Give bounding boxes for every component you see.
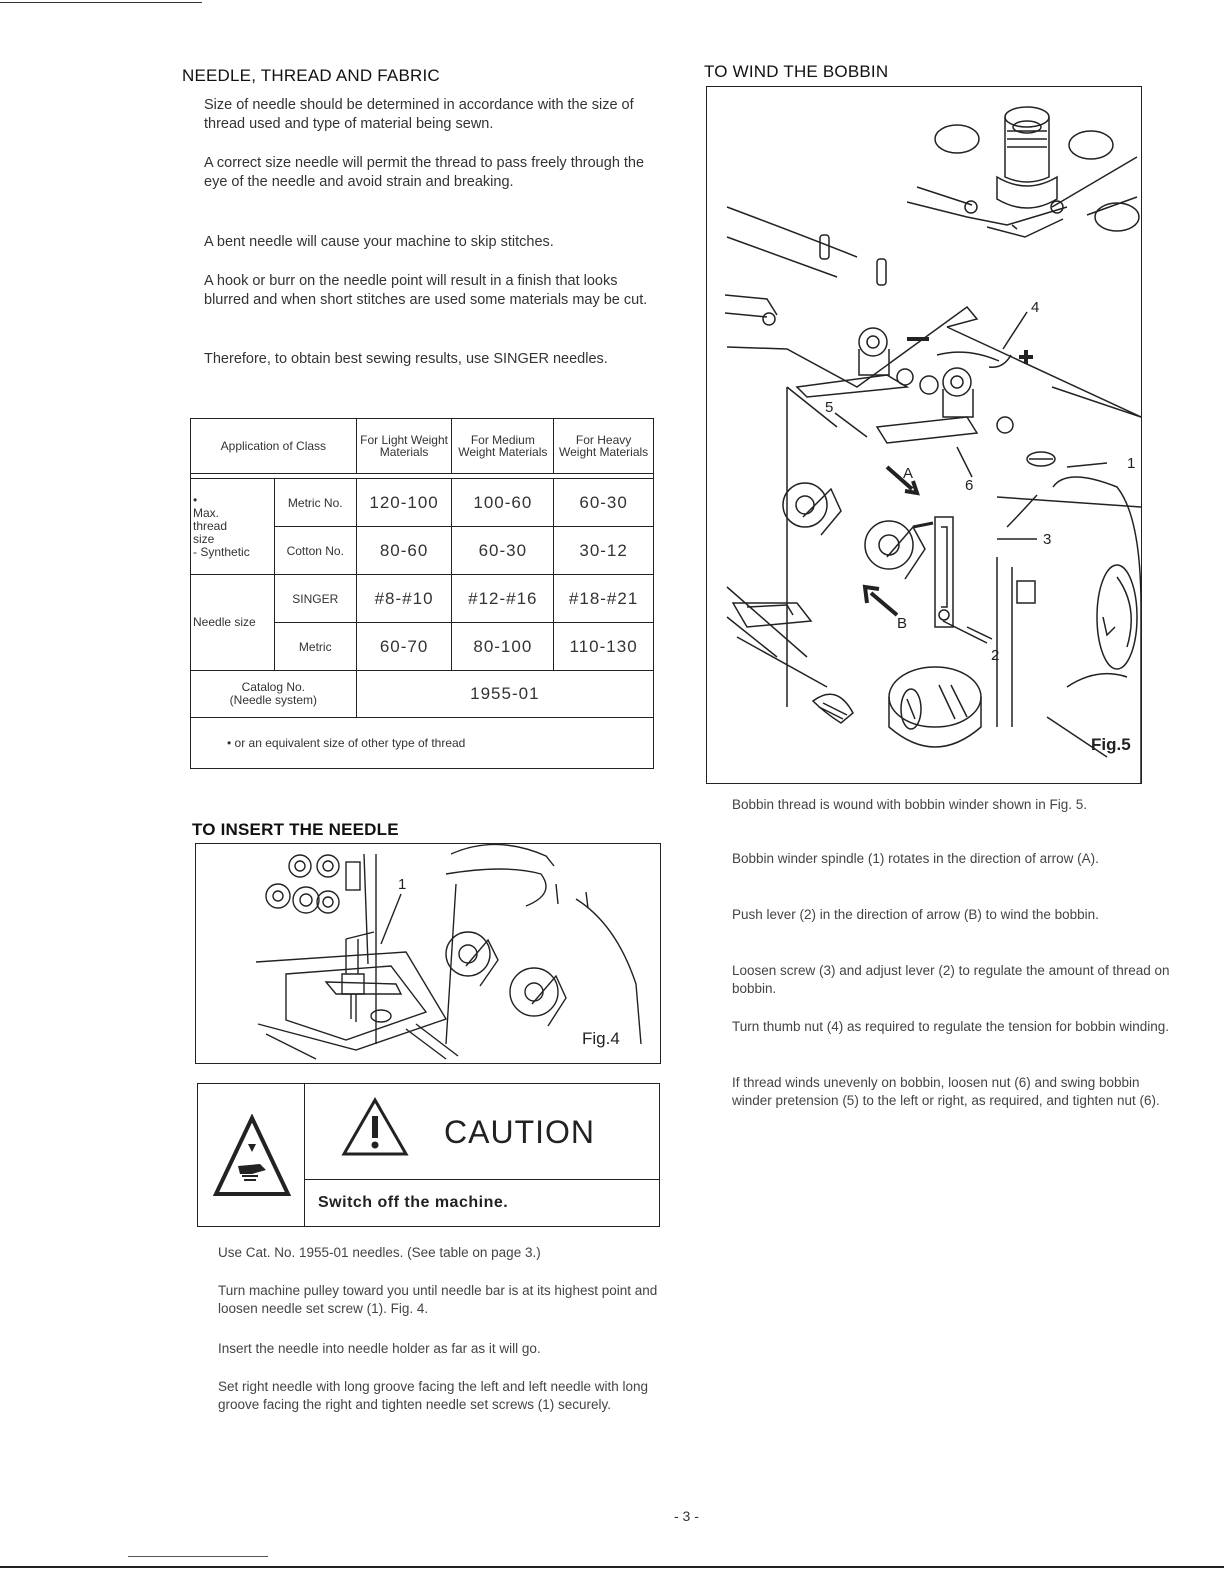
table-cell-cotton-light: 80-60	[356, 527, 452, 575]
table-cell-singer-heavy: #18-#21	[554, 575, 654, 623]
paragraph-needle-size: Size of needle should be determined in accordance with the size of thread used and type of material being sewn.	[204, 97, 634, 132]
fig4-caption: Fig.4	[582, 1029, 620, 1048]
fig5-callout-3: 3	[1043, 531, 1052, 548]
table-group-thread-size: • Max. thread size - Synthetic	[191, 479, 275, 575]
hand-hazard-warning-icon	[212, 1114, 292, 1200]
caution-box	[197, 1083, 660, 1227]
table-footnote: • or an equivalent size of other type of thread	[191, 718, 654, 769]
fig5-callout-6: 6	[965, 477, 974, 494]
table-cell-cotton-medium: 60-30	[452, 527, 554, 575]
table-label-metric-no: Metric No.	[274, 479, 356, 527]
table-label-metric: Metric	[274, 623, 356, 671]
paragraph-singer-needles: Therefore, to obtain best sewing results, use SINGER needles.	[204, 351, 608, 367]
fig5-callout-4: 4	[1031, 299, 1040, 316]
fig5-callout-A: A	[903, 465, 914, 482]
heading-wind-bobbin: TO WIND THE BOBBIN	[704, 62, 889, 81]
figure-5-bobbin-winder-illustration	[706, 86, 1142, 784]
table-cell-nmetric-medium: 80-100	[452, 623, 554, 671]
fig5-callout-5: 5	[825, 399, 834, 416]
table-cell-catalog-value: 1955-01	[356, 671, 653, 718]
caution-divider-vertical	[304, 1084, 305, 1226]
bottom-rule	[0, 1566, 1224, 1568]
table-label-catalog: Catalog No. (Needle system)	[191, 671, 357, 718]
table-cell-metric-heavy: 60-30	[554, 479, 654, 527]
heading-insert-needle: TO INSERT THE NEEDLE	[192, 820, 399, 839]
paragraph-hook-burr: A hook or burr on the needle point will result in a finish that looks blurred and when short stitches are used some materials may be cut.	[204, 273, 648, 308]
table-cell-metric-medium: 100-60	[452, 479, 554, 527]
fig5-callout-1: 1	[1127, 455, 1136, 472]
caution-divider-horizontal	[304, 1179, 659, 1180]
bobbin-paragraph-uneven: If thread winds unevenly on bobbin, loosen nut (6) and swing bobbin winder pretension (5) to the left or right, as required, and tighten nut (6).	[732, 1075, 1160, 1108]
figure-4-needle-illustration	[195, 843, 661, 1064]
bobbin-paragraph-loosen-screw: Loosen screw (3) and adjust lever (2) to regulate the amount of thread on bobbin.	[732, 963, 1170, 996]
table-header-heavy: For Heavy Weight Materials	[554, 419, 654, 474]
table-cell-metric-light: 120-100	[356, 479, 452, 527]
table-cell-singer-light: #8-#10	[356, 575, 452, 623]
needle-thread-table	[190, 418, 654, 769]
fig5-callout-B: B	[897, 615, 908, 632]
insert-paragraph-use-cat: Use Cat. No. 1955-01 needles. (See table on page 3.)	[218, 1245, 541, 1260]
table-label-cotton-no: Cotton No.	[274, 527, 356, 575]
paragraph-correct-needle: A correct size needle will permit the thread to pass freely through the eye of the needle and avoid strain and breaking.	[204, 155, 645, 190]
table-header-application: Application of Class	[191, 419, 357, 474]
bobbin-winder-drawing	[707, 87, 1141, 783]
insert-paragraph-turn-pulley: Turn machine pulley toward you until needle bar is at its highest point and loosen needle set screw (1). Fig. 4.	[218, 1283, 658, 1316]
fig5-caption: Fig.5	[1091, 735, 1131, 754]
bottom-rule-short	[128, 1556, 268, 1557]
bobbin-paragraph-push-lever: Push lever (2) in the direction of arrow (B) to wind the bobbin.	[732, 907, 1099, 922]
page-number: - 3 -	[674, 1508, 699, 1524]
table-cell-singer-medium: #12-#16	[452, 575, 554, 623]
caution-title: CAUTION	[444, 1114, 595, 1150]
table-header-light: For Light Weight Materials	[356, 419, 452, 474]
table-group-needle-size: Needle size	[191, 575, 275, 671]
table-label-singer: SINGER	[274, 575, 356, 623]
insert-paragraph-set-needle: Set right needle with long groove facing the left and left needle with long groove facing the right and tighten needle set screws (1) securely.	[218, 1379, 649, 1412]
insert-paragraph-insert-needle: Insert the needle into needle holder as far as it will go.	[218, 1341, 541, 1356]
table-cell-nmetric-heavy: 110-130	[554, 623, 654, 671]
table-cell-cotton-heavy: 30-12	[554, 527, 654, 575]
fig5-callout-2: 2	[991, 647, 1000, 664]
bobbin-paragraph-spindle: Bobbin winder spindle (1) rotates in the direction of arrow (A).	[732, 851, 1099, 866]
top-rule	[0, 2, 202, 3]
paragraph-bent-needle: A bent needle will cause your machine to skip stitches.	[204, 234, 554, 250]
fig4-callout-1: 1	[398, 876, 407, 893]
bobbin-paragraph-wound: Bobbin thread is wound with bobbin winder shown in Fig. 5.	[732, 797, 1087, 812]
warning-triangle-icon	[340, 1096, 410, 1158]
caution-subtitle: Switch off the machine.	[318, 1194, 509, 1211]
heading-needle-thread-fabric: NEEDLE, THREAD AND FABRIC	[182, 66, 440, 85]
table-header-medium: For Medium Weight Materials	[452, 419, 554, 474]
table-cell-nmetric-light: 60-70	[356, 623, 452, 671]
bobbin-paragraph-thumb-nut: Turn thumb nut (4) as required to regulate the tension for bobbin winding.	[732, 1019, 1170, 1034]
